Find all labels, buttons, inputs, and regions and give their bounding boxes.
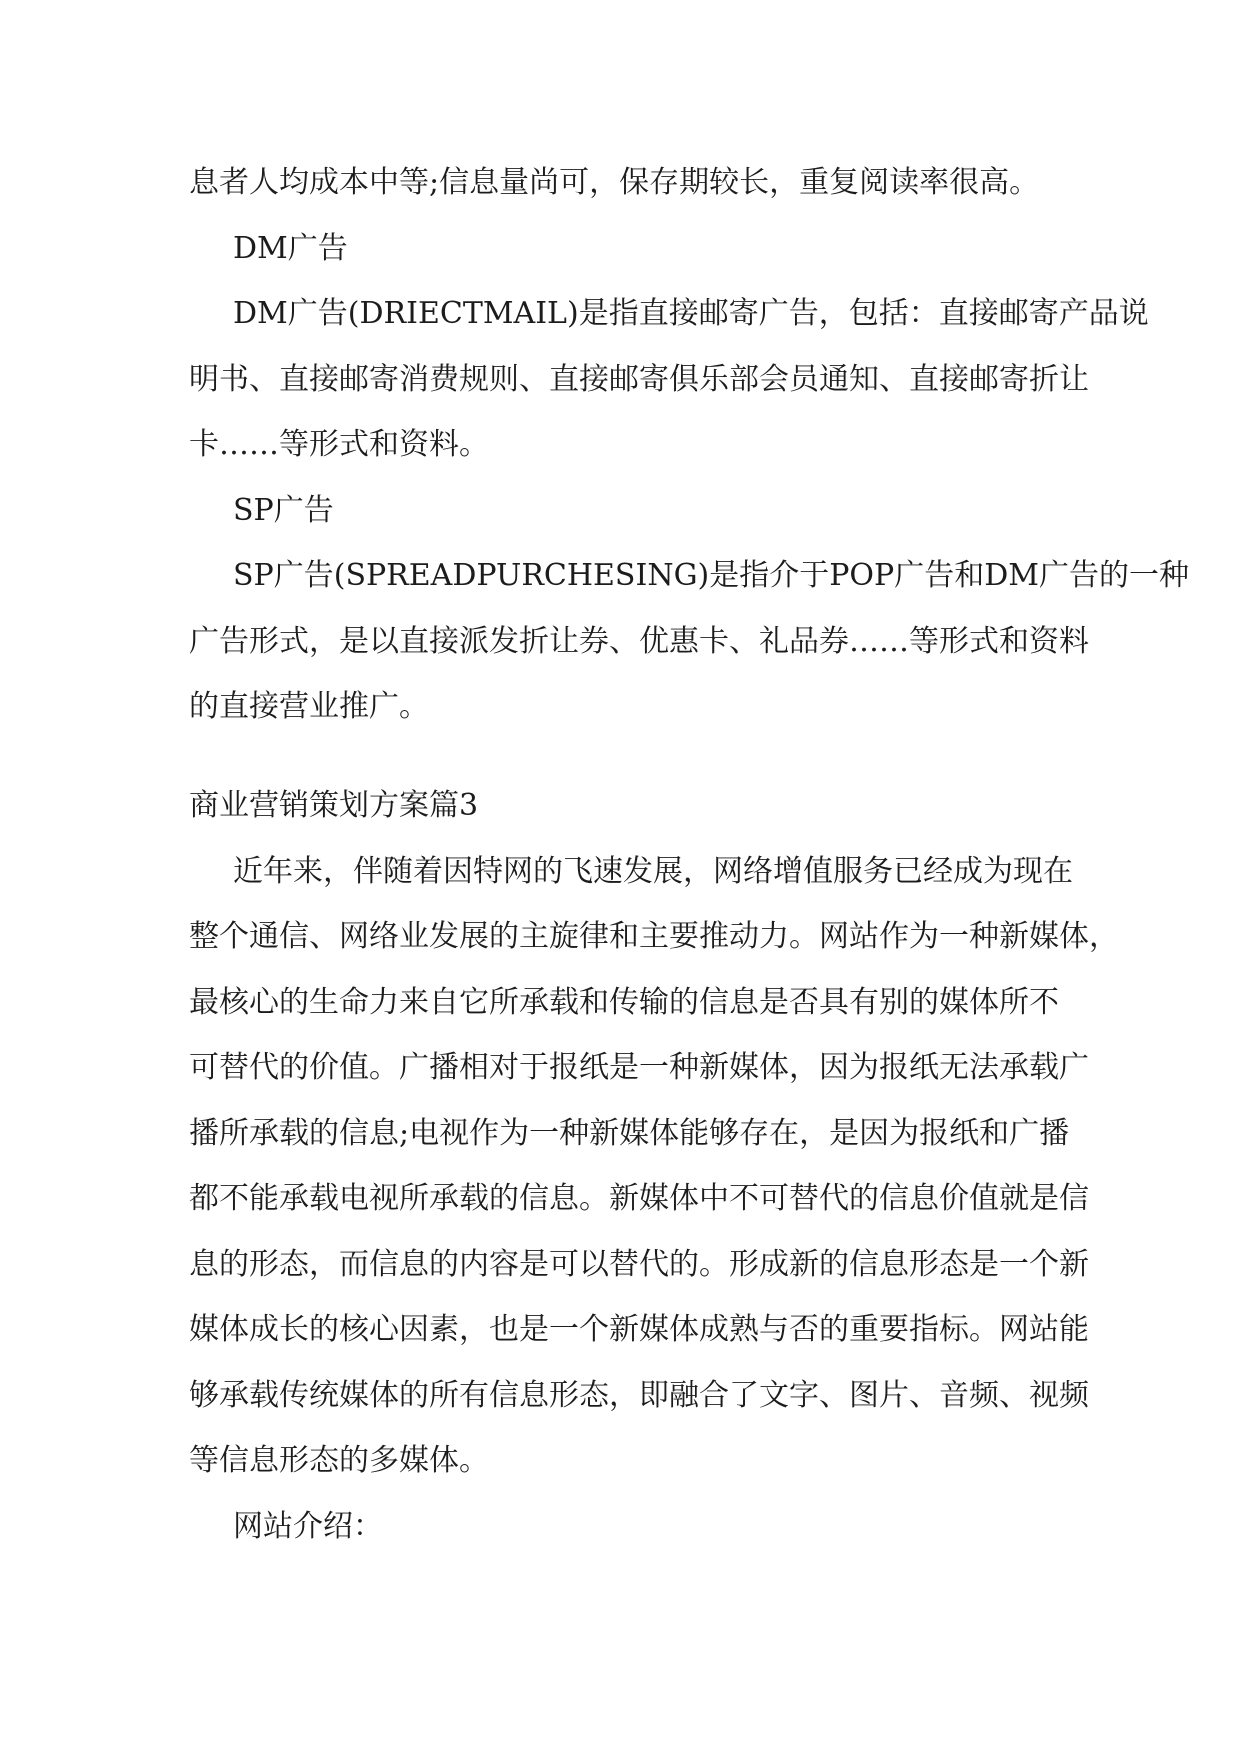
text-line: SP广告(SPREADPURCHESING)是指介于POP广告和DM广告的一种 <box>233 558 1189 593</box>
text-line: 息的形态，而信息的内容是可以替代的。形成新的信息形态是一个新 <box>189 1246 1089 1282</box>
text-line: 最核心的生命力来自它所承载和传输的信息是否具有别的媒体所不 <box>189 984 1059 1020</box>
text-line: DM广告(DRIECTMAIL)是指直接邮寄广告，包括：直接邮寄产品说 <box>233 296 1149 331</box>
section-title: 商业营销策划方案篇3 <box>189 788 479 823</box>
text-line: 的直接营业推广。 <box>189 689 429 724</box>
text-line: 明书、直接邮寄消费规则、直接邮寄俱乐部会员通知、直接邮寄折让 <box>189 361 1089 397</box>
subheading-website-intro: 网站介绍： <box>233 1508 383 1544</box>
text-line: 可替代的价值。广播相对于报纸是一种新媒体，因为报纸无法承载广 <box>189 1050 1089 1085</box>
section-heading-dm: DM广告 <box>233 230 348 266</box>
text-line: 都不能承载电视所承载的信息。新媒体中不可替代的信息价值就是信 <box>189 1181 1089 1216</box>
page-content <box>189 150 1189 1559</box>
text-line: 等信息形态的多媒体。 <box>189 1443 489 1478</box>
paragraph-sp <box>189 543 1189 740</box>
paragraph-intro-tail <box>189 150 1058 216</box>
section-heading-sp: SP广告 <box>233 492 334 528</box>
text-line: 广告形式，是以直接派发折让券、优惠卡、礼品券……等形式和资料 <box>189 623 1089 659</box>
text-line: 整个通信、网络业发展的主旋律和主要推动力。网站作为一种新媒体， <box>189 919 1119 954</box>
text-line: 息者人均成本中等;信息量尚可，保存期较长，重复阅读率很高。 <box>189 165 1040 200</box>
text-line: 媒体成长的核心因素，也是一个新媒体成熟与否的重要指标。网站能 <box>189 1312 1089 1347</box>
text-line: 播所承载的信息;电视作为一种新媒体能够存在，是因为报纸和广播 <box>189 1115 1070 1151</box>
text-line: 近年来，伴随着因特网的飞速发展，网络增值服务已经成为现在 <box>233 853 1073 889</box>
text-line: 够承载传统媒体的所有信息形态，即融合了文字、图片、音频、视频 <box>189 1377 1089 1413</box>
text-line: 卡……等形式和资料。 <box>189 427 489 462</box>
paragraph-website-intro <box>189 839 1119 1494</box>
paragraph-dm <box>189 281 1149 478</box>
